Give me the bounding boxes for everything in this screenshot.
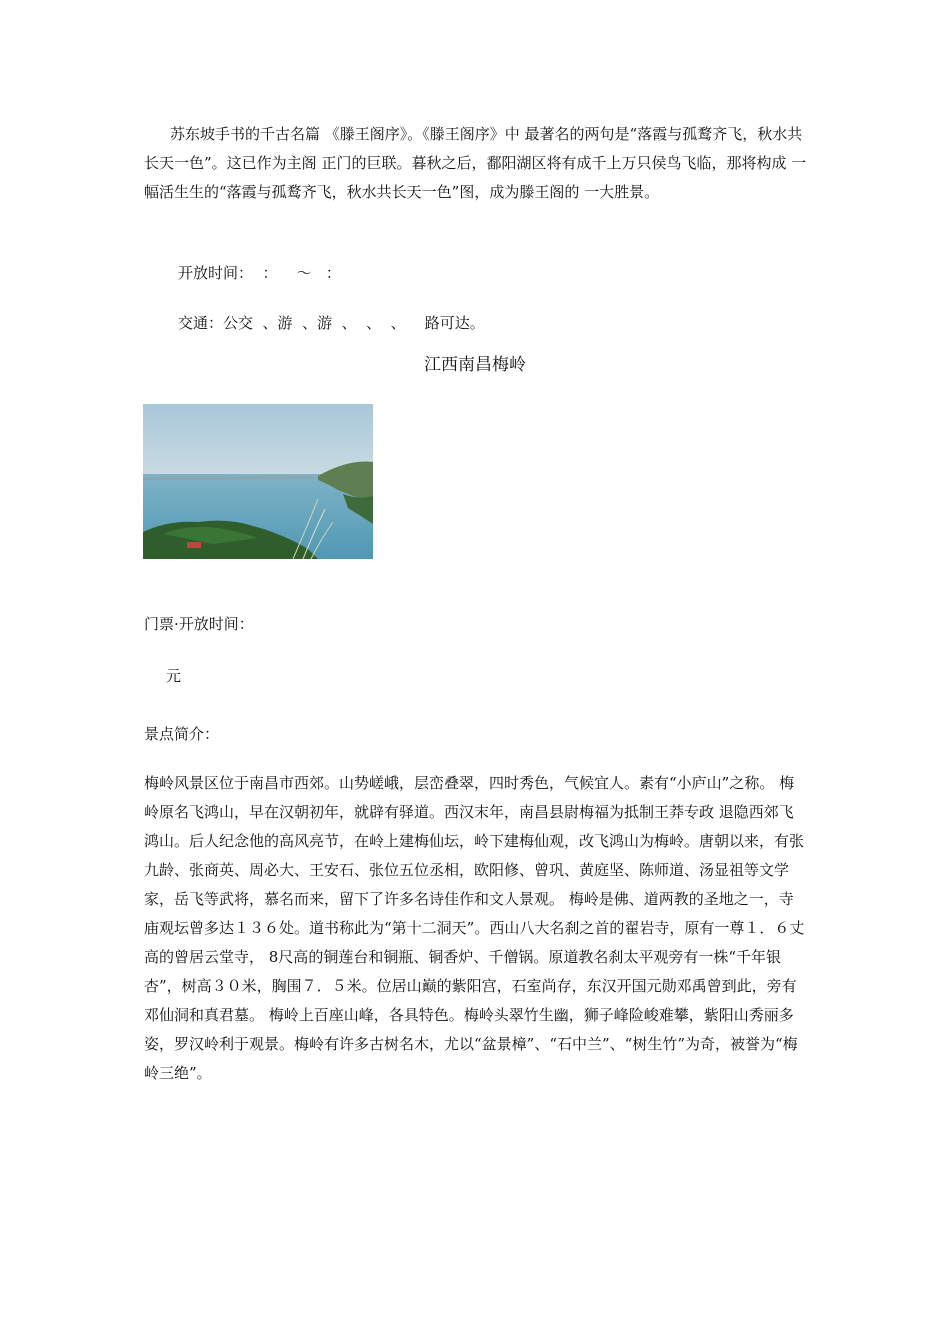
intro-heading: 景点简介： xyxy=(144,725,220,743)
meiling-intro-paragraph: 梅岭风景区位于南昌市西郊。山势嵯峨，层峦叠翠，四时秀色，气候宜人。素有“小庐山”之称。 梅岭原名飞鸿山，早在汉朝初年，就辟有驿道。西汉末年，南昌县尉梅福为抵制王莽专政 退隐西郊飞鸿山。后人纪念他的高风亮节，在岭上建梅仙坛，岭下建梅仙观，改飞鸿山为梅岭。唐朝以来，有张九龄、张商英、周必大、王安石、张位五位丞相，欧阳修、曾巩、黄庭坚、陈师道、汤显祖等文学家，岳飞等武将，慕名而来，留下了许多名诗佳作和文人景观。 梅岭是佛、道两教的圣地之一，寺庙观坛曾多达１３６处。道书称此为“第十二洞天”。西山八大名刹之首的翟岩寺，原有一尊１．６丈高的曾居云堂寺， 8尺高的铜莲台和铜瓶、铜香炉、千僧锅。原道教名刹太平观旁有一株“千年银杏”，树高３０米，胸围７．５米。位居山巅的紫阳宫，石室尚存，东汉开国元勋邓禹曾到此，旁有邓仙洞和真君墓。 梅岭上百座山峰，各具特色。梅岭头翠竹生幽，狮子峰险峻难攀，紫阳山秀丽多姿，罗汉岭利于观景。梅岭有许多古树名木，尤以“盆景樟”、“石中兰”、“树生竹”为奇，被誉为“梅岭三绝”。 xyxy=(144,774,805,1082)
ticket-price: 元 xyxy=(166,667,182,685)
section-title: 江西南昌梅岭 xyxy=(424,355,526,375)
traffic-info: 交通：公交 、游 、游 、 、 、 路可达。 xyxy=(178,314,485,332)
lake-landscape-image xyxy=(143,404,373,559)
tengwang-paragraph: 苏东坡手书的千古名篇 《滕王阁序》。《滕王阁序》中 最著名的两句是“落霞与孤鹜齐飞，秋水共长天一色”。这已作为主阁 正门的巨联。暮秋之后，鄱阳湖区将有成千上万只侯鸟飞临，那将构成 一幅活生生的“落霞与孤鹜齐飞，秋水共长天一色”图，成为滕王阁的 一大胜景。 xyxy=(144,125,807,201)
ticket-hours-label: 门票·开放时间： xyxy=(144,615,254,633)
opening-hours: 开放时间： ： ～ ： xyxy=(178,264,341,282)
lake-landscape-photo xyxy=(143,404,373,559)
